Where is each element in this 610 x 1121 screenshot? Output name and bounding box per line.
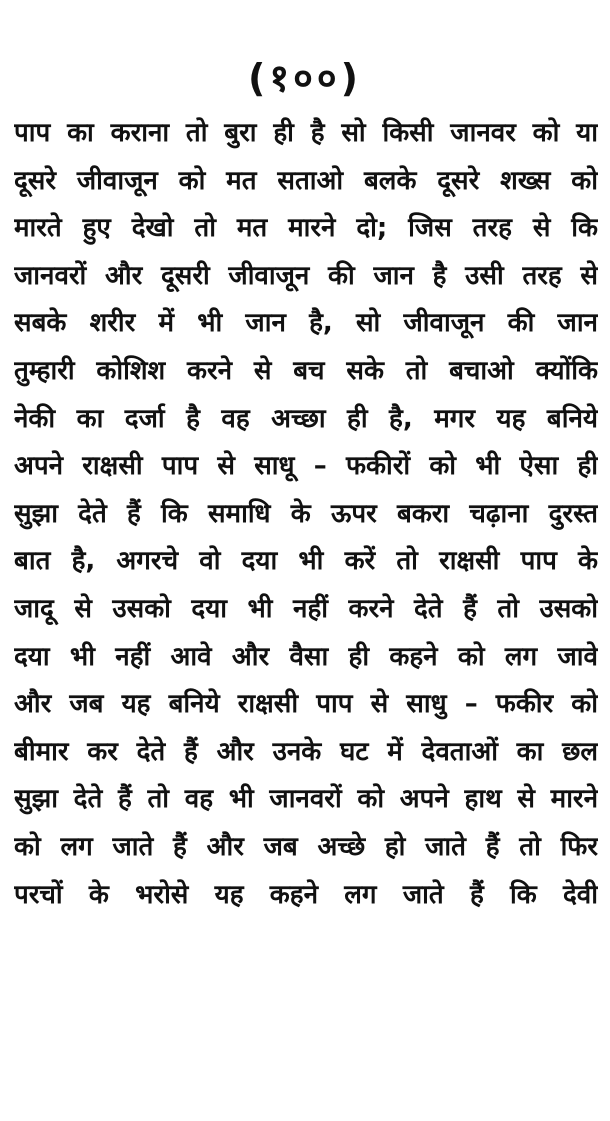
text-line: सुझा देते हैं तो वह भी जानवरों को अपने हाथ से मारने [14,784,598,815]
text-line: दूसरे जीवाजून को मत सताओ बलके दूसरे शख्स को [14,165,598,196]
text-line: को लग जाते हैं और जब अच्छे हो जाते हैं तो फिर [14,831,598,862]
text-line: बात है, अगरचे वो दया भी करें तो राक्षसी पाप के [14,546,598,577]
text-line: सुझा देते हैं कि समाधि के ऊपर बकरा चढ़ाना दुरस्त [14,498,598,529]
text-line: बीमार कर देते हैं और उनके घट में देवताओं का छल [14,736,598,767]
text-line: नेकी का दर्जा है वह अच्छा ही है, मगर यह बनिये [14,403,598,434]
text-line: अपने राक्षसी पाप से साधू – फकीरों को भी ऐसा ही [14,451,598,482]
text-line: और जब यह बनिये राक्षसी पाप से साधु – फकीर को [14,689,598,720]
text-line: पाप का कराना तो बुरा ही है सो किसी जानवर को या [14,118,598,148]
text-line: सबके शरीर में भी जान है, सो जीवाजून की जान [14,308,598,339]
text-line: तुम्हारी कोशिश करने से बच सके तो बचाओ क्योंकि [14,355,598,386]
text-line: परचों के भरोसे यह कहने लग जाते हैं कि देवी [14,879,598,910]
page-number: (१००) [247,56,362,100]
text-line: जादू से उसको दया भी नहीं करने देते हैं तो उसको [14,593,598,624]
text-line: जानवरों और दूसरी जीवाजून की जान है उसी तरह से [14,260,598,291]
text-line: मारते हुए देखो तो मत मारने दो; जिस तरह से कि [14,213,598,244]
body-text [14,110,598,919]
text-line: दया भी नहीं आवे और वैसा ही कहने को लग जावे [14,641,598,672]
